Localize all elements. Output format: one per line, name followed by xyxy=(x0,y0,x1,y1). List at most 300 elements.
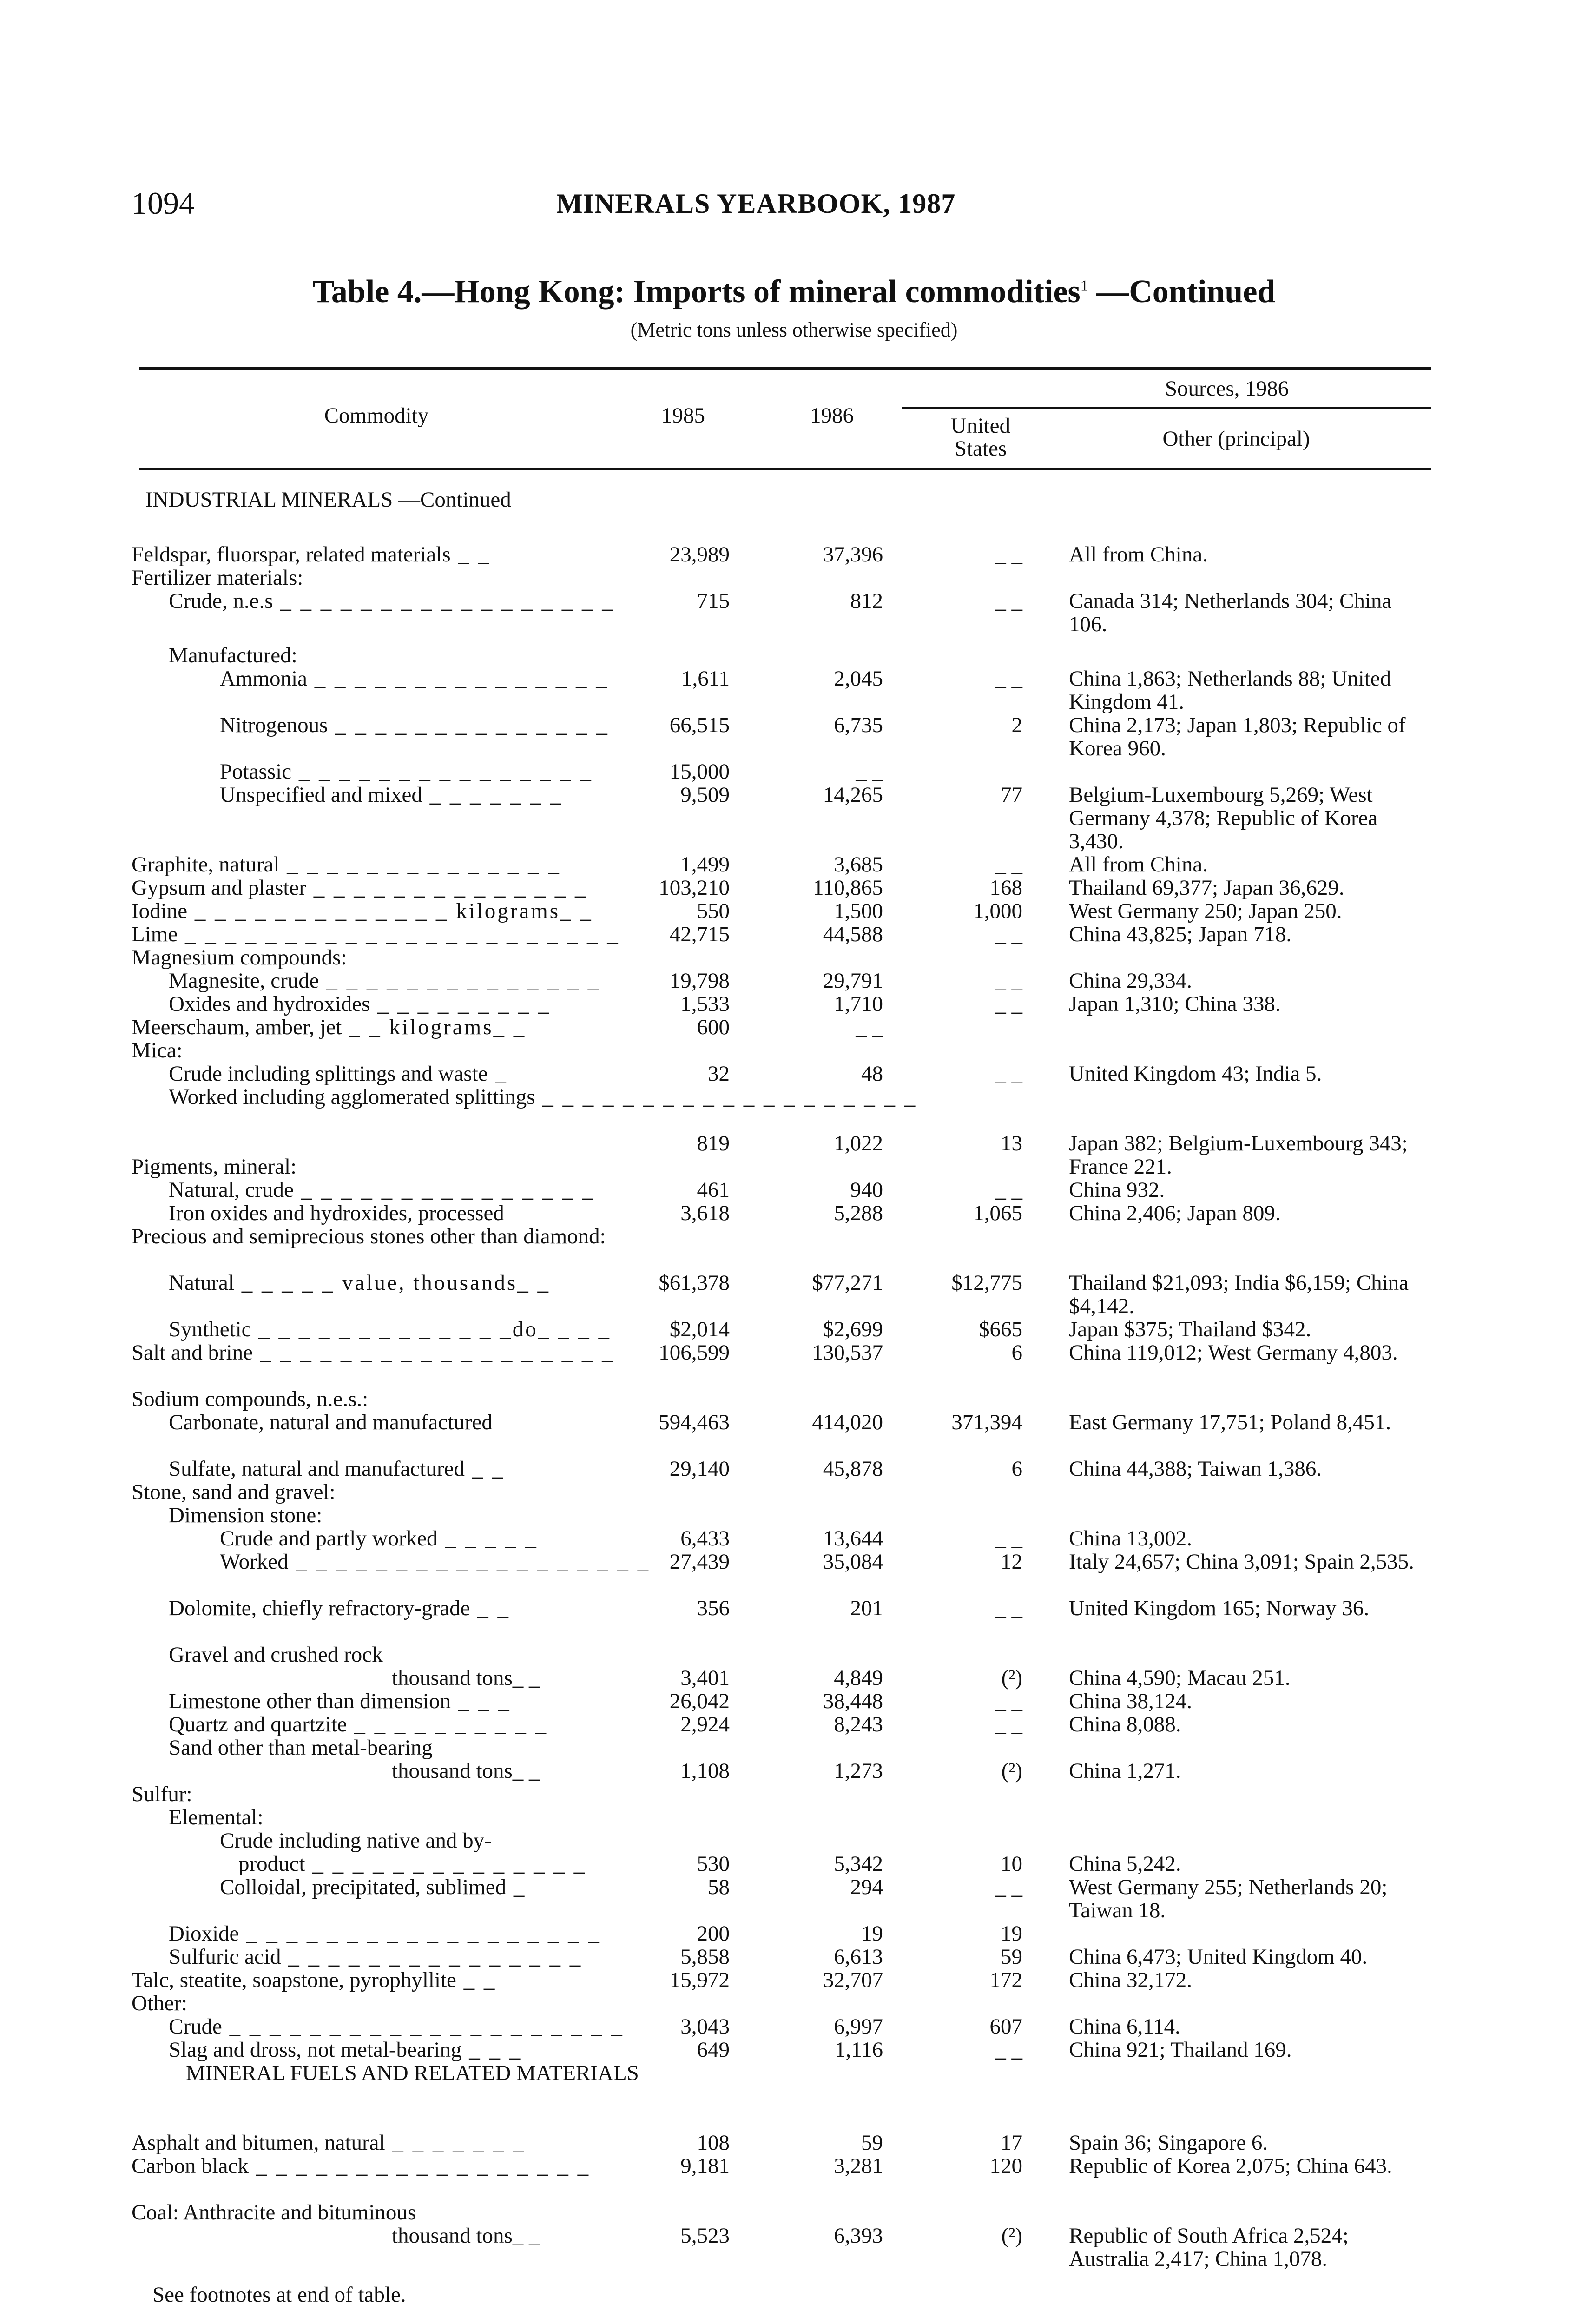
value-united-states: 2 xyxy=(1011,713,1022,737)
value-1985: $61,378 xyxy=(659,1271,730,1295)
leader-dots: _ _ _ _ _ value, thousands_ _ xyxy=(234,1271,550,1295)
value-united-states: _ _ xyxy=(995,1526,1022,1551)
value-1986: 44,588 xyxy=(823,922,883,946)
value-united-states: _ _ xyxy=(995,1596,1022,1620)
commodity-label: Sulfuric acid xyxy=(169,1945,281,1969)
leader-dots: _ _ _ _ _ _ _ _ _ _ _ _ _do_ _ _ _ xyxy=(251,1317,612,1341)
table-title xyxy=(0,273,1588,310)
commodity-label: Dimension stone: xyxy=(169,1503,323,1527)
value-united-states: _ _ xyxy=(995,992,1022,1016)
value-1986: 812 xyxy=(850,589,883,613)
commodity-name xyxy=(132,1016,526,1039)
value-1985: 23,989 xyxy=(669,542,730,567)
commodity-label: Carbonate, natural and manufactured xyxy=(169,1410,493,1434)
commodity-name xyxy=(169,1202,633,1225)
commodity-label: Asphalt and bitumen, natural xyxy=(132,2131,385,2155)
commodity-label: Colloidal, precipitated, sublimed xyxy=(220,1875,507,1899)
value-united-states: 1,000 xyxy=(973,899,1022,923)
table-title-text: Table 4.—Hong Kong: Imports of mineral commodities xyxy=(312,274,1081,310)
value-united-states: _ _ xyxy=(995,1689,1022,1713)
leader-dots: _ _ _ _ _ _ _ _ _ _ _ _ _ _ _ xyxy=(307,667,609,691)
commodity-name xyxy=(169,969,600,992)
other-sources: Japan 382; Belgium-Luxembourg 343; France 221. xyxy=(1069,1131,1408,1179)
commodity-name xyxy=(169,2015,624,2038)
commodity-label: Sodium compounds, n.e.s.: xyxy=(132,1387,369,1411)
commodity-name xyxy=(169,644,297,667)
value-1986: 294 xyxy=(850,1875,883,1899)
value-united-states: (²) xyxy=(1001,1666,1022,1690)
value-1985: 600 xyxy=(697,1015,730,1039)
leader-dots: _ _ xyxy=(470,1596,511,1620)
commodity-label: Ammonia xyxy=(220,667,307,691)
value-1985: 3,618 xyxy=(680,1201,730,1225)
value-united-states: 168 xyxy=(989,876,1022,900)
value-1985: 1,108 xyxy=(680,1759,730,1783)
other-sources: All from China. xyxy=(1069,852,1208,877)
value-1985: 32 xyxy=(708,1062,730,1086)
value-1986: 1,022 xyxy=(834,1131,883,1155)
value-1986: 29,791 xyxy=(823,969,883,993)
leader-dots: _ xyxy=(488,1062,508,1086)
commodity-label: Magnesium compounds: xyxy=(132,945,347,970)
other-sources: Italy 24,657; China 3,091; Spain 2,535. xyxy=(1069,1550,1414,1574)
value-1985: 66,515 xyxy=(669,713,730,737)
commodity-name xyxy=(132,543,491,566)
value-united-states: _ _ xyxy=(995,922,1022,946)
other-sources: China 1,863; Netherlands 88; United Kingdom 41. xyxy=(1069,667,1391,714)
commodity-name xyxy=(145,488,511,511)
other-sources: Thailand 69,377; Japan 36,629. xyxy=(1069,876,1344,900)
leader-dots: _ _ _ _ _ _ _ _ _ _ _ _ _ _ _ xyxy=(291,759,593,784)
value-1986: 6,393 xyxy=(834,2224,883,2248)
commodity-name xyxy=(132,1992,187,2015)
leader-dots: _ _ _ _ _ _ _ _ _ _ _ _ _ _ _ _ _ _ xyxy=(253,1340,615,1365)
value-1985: 108 xyxy=(697,2131,730,2155)
value-1985: 715 xyxy=(697,589,730,613)
commodity-label: Pigments, mineral: xyxy=(132,1155,297,1179)
leader-dots: _ _ _ _ _ _ _ _ _ _ _ _ _ _ _ _ _ _ _ xyxy=(535,1085,917,1109)
value-united-states: _ _ xyxy=(995,589,1022,613)
commodity-name xyxy=(169,589,615,613)
commodity-label: Carbon black xyxy=(132,2154,249,2178)
value-1986: 2,045 xyxy=(834,667,883,691)
leader-dots: _ _ _ _ _ _ _ _ _ _ xyxy=(347,1712,548,1736)
commodity-name xyxy=(132,1341,615,1364)
value-1985: 9,181 xyxy=(680,2154,730,2178)
other-sources: Japan $375; Thailand $342. xyxy=(1069,1317,1311,1341)
commodity-name xyxy=(169,1597,510,1620)
other-sources: China 932. xyxy=(1069,1178,1165,1202)
commodity-label: Feldspar, fluorspar, related materials xyxy=(132,542,451,567)
value-1986: 201 xyxy=(850,1596,883,1620)
value-1986: 13,644 xyxy=(823,1526,883,1551)
value-1986: 5,342 xyxy=(834,1852,883,1876)
other-sources: China 6,473; United Kingdom 40. xyxy=(1069,1945,1368,1969)
value-1986: 3,685 xyxy=(834,852,883,877)
value-1985: 550 xyxy=(697,899,730,923)
value-1986: _ _ xyxy=(856,1015,883,1039)
value-united-states: 6 xyxy=(1011,1457,1022,1481)
commodity-label: Natural xyxy=(169,1271,234,1295)
commodity-name xyxy=(132,1155,297,1178)
value-1986: 8,243 xyxy=(834,1712,883,1736)
commodity-name xyxy=(169,1504,322,1527)
commodity-label: Dolomite, chiefly refractory-grade xyxy=(169,1596,470,1620)
commodity-label: product xyxy=(238,1852,305,1876)
commodity-label: Crude xyxy=(169,2014,222,2039)
table-title-suffix: —Continued xyxy=(1088,274,1276,310)
value-united-states: 59 xyxy=(1001,1945,1022,1969)
commodity-name xyxy=(169,1457,505,1480)
value-1986: 4,849 xyxy=(834,1666,883,1690)
other-sources: United Kingdom 165; Norway 36. xyxy=(1069,1596,1370,1620)
value-1986: 6,613 xyxy=(834,1945,883,1969)
commodity-name xyxy=(132,1480,336,1504)
sources-rule xyxy=(902,407,1431,409)
commodity-label: Manufactured: xyxy=(169,643,297,667)
leader-dots: _ _ _ _ _ _ _ _ _ _ _ _ _ _ _ _ _ _ xyxy=(239,1921,601,1946)
leader-dots: _ _ _ _ _ _ _ _ _ xyxy=(370,992,551,1016)
leader-dots: _ _ _ _ _ _ _ _ _ _ _ _ _ _ _ xyxy=(281,1945,583,1969)
header-united-states: United States xyxy=(951,414,1010,461)
value-1986: 35,084 xyxy=(823,1550,883,1574)
commodity-name xyxy=(132,1224,606,1248)
other-sources: All from China. xyxy=(1069,542,1208,567)
leader-dots: _ _ _ xyxy=(461,2038,522,2062)
value-1985: 29,140 xyxy=(669,1457,730,1481)
leader-dots: _ _ xyxy=(450,542,491,567)
value-1985: $2,014 xyxy=(669,1317,730,1341)
other-sources: China 43,825; Japan 718. xyxy=(1069,922,1292,946)
other-sources: China 38,124. xyxy=(1069,1689,1193,1713)
commodity-label: Sand other than metal-bearing xyxy=(169,1736,433,1760)
leader-dots: _ _ _ _ _ _ _ _ _ _ _ _ _ _ _ _ _ _ xyxy=(288,1550,651,1574)
commodity-label: Salt and brine xyxy=(132,1340,253,1365)
value-united-states: _ _ xyxy=(995,542,1022,567)
value-united-states: $665 xyxy=(979,1317,1022,1341)
other-sources: West Germany 250; Japan 250. xyxy=(1069,899,1342,923)
value-united-states: _ _ xyxy=(995,969,1022,993)
value-1986: 1,710 xyxy=(834,992,883,1016)
value-united-states: _ _ xyxy=(995,1062,1022,1086)
commodity-name xyxy=(220,667,609,690)
other-sources: Japan 1,310; China 338. xyxy=(1069,992,1281,1016)
value-1986: 1,273 xyxy=(834,1759,883,1783)
commodity-name xyxy=(132,1968,496,1992)
commodity-name xyxy=(220,760,593,783)
value-1986: 110,865 xyxy=(812,876,883,900)
commodity-label: Iodine xyxy=(132,899,188,923)
commodity-name xyxy=(169,2038,522,2061)
commodity-name xyxy=(132,946,347,969)
value-1986: 1,500 xyxy=(834,899,883,923)
commodity-name xyxy=(169,1318,611,1341)
value-1986: 940 xyxy=(850,1178,883,1202)
commodity-name xyxy=(169,1271,550,1294)
value-1985: 5,858 xyxy=(680,1945,730,1969)
commodity-name xyxy=(220,783,563,806)
commodity-label: Stone, sand and gravel: xyxy=(132,1480,336,1504)
value-1985: 200 xyxy=(697,1921,730,1946)
commodity-name xyxy=(169,992,551,1016)
commodity-label: Worked including agglomerated splittings xyxy=(169,1085,535,1109)
value-1985: 19,798 xyxy=(669,969,730,993)
value-1986: 1,116 xyxy=(834,2038,883,2062)
value-1986: 6,997 xyxy=(834,2014,883,2039)
value-1986: 32,707 xyxy=(823,1968,883,1992)
leader-dots: _ _ _ _ _ _ _ _ _ _ _ _ _ _ _ xyxy=(293,1178,595,1202)
other-sources: China 4,590; Macau 251. xyxy=(1069,1666,1291,1690)
commodity-label: thousand tons_ _ xyxy=(392,1759,540,1783)
value-1985: 6,433 xyxy=(680,1526,730,1551)
value-united-states: 17 xyxy=(1001,2131,1022,2155)
other-sources: China 921; Thailand 169. xyxy=(1069,2038,1292,2062)
header-bottom-rule xyxy=(139,468,1431,470)
other-sources: Republic of Korea 2,075; China 643. xyxy=(1069,2154,1392,2178)
value-united-states: 607 xyxy=(989,2014,1022,2039)
other-sources: China 29,334. xyxy=(1069,969,1193,993)
commodity-name xyxy=(220,1550,650,1573)
commodity-label: Gypsum and plaster xyxy=(132,876,306,900)
other-sources: Thailand $21,093; India $6,159; China $4,142. xyxy=(1069,1271,1409,1318)
commodity-label: Unspecified and mixed xyxy=(220,783,422,807)
commodity-label: Slag and dross, not metal-bearing xyxy=(169,2038,462,2062)
leader-dots: _ _ _ _ _ _ _ _ _ _ _ _ _ _ xyxy=(306,876,588,900)
commodity-label: Gravel and crushed rock xyxy=(169,1643,383,1667)
value-united-states: 13 xyxy=(1001,1131,1022,1155)
value-1985: 103,210 xyxy=(659,876,730,900)
leader-dots: _ _ _ _ _ _ _ _ _ _ _ _ _ _ xyxy=(305,1852,587,1876)
section-heading xyxy=(186,2061,639,2085)
value-1986: $2,699 xyxy=(823,1317,883,1341)
leader-dots: _ _ _ _ _ _ _ xyxy=(422,783,563,807)
header-1985: 1985 xyxy=(661,403,705,428)
leader-dots: _ _ _ _ _ xyxy=(437,1526,538,1551)
commodity-label: Crude and partly worked xyxy=(220,1526,438,1551)
commodity-label: Worked xyxy=(220,1550,289,1574)
commodity-label: Mica: xyxy=(132,1038,183,1063)
other-sources: China 32,172. xyxy=(1069,1968,1193,1992)
value-1985: 1,499 xyxy=(680,852,730,877)
other-sources: China 8,088. xyxy=(1069,1712,1181,1736)
leader-dots: _ _ _ _ _ _ _ xyxy=(385,2131,526,2155)
value-united-states: _ _ xyxy=(995,1712,1022,1736)
other-sources: China 2,173; Japan 1,803; Republic of Korea 960. xyxy=(1069,713,1406,760)
other-sources: Spain 36; Singapore 6. xyxy=(1069,2131,1268,2155)
leader-dots: _ _ _ _ _ _ _ _ _ _ _ _ _ _ _ _ _ _ _ _ xyxy=(222,2014,624,2039)
value-united-states: _ _ xyxy=(995,1875,1022,1899)
value-1986: 19 xyxy=(861,1921,883,1946)
commodity-label: Sulfate, natural and manufactured xyxy=(169,1457,465,1481)
header-top-rule xyxy=(139,367,1431,370)
commodity-name xyxy=(132,1039,183,1062)
value-united-states: (²) xyxy=(1001,1759,1022,1783)
leader-dots: _ _ _ _ _ _ _ _ _ _ _ _ _ _ _ _ _ xyxy=(273,589,615,613)
commodity-label: INDUSTRIAL MINERALS —Continued xyxy=(145,488,511,512)
commodity-name xyxy=(169,1690,511,1713)
other-sources: China 2,406; Japan 809. xyxy=(1069,1201,1281,1225)
value-united-states: 77 xyxy=(1001,783,1022,807)
value-1985: 106,599 xyxy=(659,1340,730,1365)
commodity-label: Natural, crude xyxy=(169,1178,294,1202)
value-1985: 42,715 xyxy=(669,922,730,946)
commodity-name xyxy=(132,923,620,946)
commodity-label: Crude including native and by- xyxy=(220,1829,492,1853)
value-1986: 38,448 xyxy=(823,1689,883,1713)
value-1985: 58 xyxy=(708,1875,730,1899)
commodity-label: Coal: Anthracite and bituminous xyxy=(132,2200,416,2225)
commodity-label: Dioxide xyxy=(169,1921,239,1946)
commodity-name xyxy=(169,1736,433,1759)
other-sources: China 5,242. xyxy=(1069,1852,1181,1876)
value-united-states: (²) xyxy=(1001,2224,1022,2248)
commodity-label: thousand tons_ _ xyxy=(392,1666,540,1690)
commodity-label: Oxides and hydroxides xyxy=(169,992,370,1016)
commodity-label: MINERAL FUELS AND RELATED MATERIALS xyxy=(186,2061,639,2085)
commodity-label: Fertilizer materials: xyxy=(132,566,303,590)
commodity-name xyxy=(220,1875,526,1899)
table-subtitle: (Metric tons unless otherwise specified) xyxy=(630,318,958,341)
value-1986: 14,265 xyxy=(823,783,883,807)
value-united-states: $12,775 xyxy=(951,1271,1022,1295)
leader-dots: _ _ _ xyxy=(450,1689,511,1713)
commodity-name xyxy=(392,2224,540,2247)
value-1986: 414,020 xyxy=(812,1410,883,1434)
leader-dots: _ _ _ _ _ _ _ _ _ _ _ _ _ _ _ _ _ _ _ _ _ _ xyxy=(178,922,620,946)
header-other-principal: Other (principal) xyxy=(1162,427,1310,451)
value-united-states: _ _ xyxy=(995,1178,1022,1202)
commodity-name xyxy=(132,899,593,923)
commodity-label: Synthetic xyxy=(169,1317,251,1341)
other-sources: Canada 314; Netherlands 304; China 106. xyxy=(1069,589,1392,636)
commodity-name xyxy=(220,1527,538,1550)
leader-dots: _ _ xyxy=(464,1457,505,1481)
table-title-footnote-mark: 1 xyxy=(1080,277,1088,295)
commodity-label: Elemental: xyxy=(169,1805,264,1829)
value-1985: 356 xyxy=(697,1596,730,1620)
commodity-name xyxy=(132,2131,526,2154)
value-united-states: _ _ xyxy=(995,2038,1022,2062)
leader-dots: _ _ _ _ _ _ _ _ _ _ _ _ _ _ xyxy=(319,969,601,993)
value-1985: 530 xyxy=(697,1852,730,1876)
commodity-name xyxy=(132,853,561,876)
value-1985: 26,042 xyxy=(669,1689,730,1713)
value-1985: 819 xyxy=(697,1131,730,1155)
commodity-label: Graphite, natural xyxy=(132,852,280,877)
commodity-label: Iron oxides and hydroxides, processed xyxy=(169,1201,504,1225)
commodity-label: Lime xyxy=(132,922,178,946)
value-1986: 6,735 xyxy=(834,713,883,737)
other-sources: East Germany 17,751; Poland 8,451. xyxy=(1069,1410,1391,1434)
footnote: See footnotes at end of table. xyxy=(152,2283,406,2307)
commodity-name xyxy=(169,1643,383,1666)
value-united-states: 120 xyxy=(989,2154,1022,2178)
value-1985: 3,043 xyxy=(680,2014,730,2039)
commodity-name xyxy=(169,1806,264,1829)
commodity-name xyxy=(132,566,303,589)
commodity-label: Limestone other than dimension xyxy=(169,1689,451,1713)
value-1986: 45,878 xyxy=(823,1457,883,1481)
other-sources: Republic of South Africa 2,524; Australia 2,417; China 1,078. xyxy=(1069,2224,1349,2271)
commodity-label: Nitrogenous xyxy=(220,713,328,737)
header-1986: 1986 xyxy=(810,403,854,428)
commodity-name xyxy=(132,876,587,899)
value-1985: 27,439 xyxy=(669,1550,730,1574)
other-sources: China 1,271. xyxy=(1069,1759,1181,1783)
commodity-label: Talc, steatite, soapstone, pyrophyllite xyxy=(132,1968,456,1992)
value-united-states: 371,394 xyxy=(951,1410,1022,1434)
value-united-states: 19 xyxy=(1001,1921,1022,1946)
commodity-name xyxy=(169,1411,633,1434)
value-united-states: 10 xyxy=(1001,1852,1022,1876)
other-sources: Belgium-Luxembourg 5,269; West Germany 4,378; Republic of Korea 3,430. xyxy=(1069,783,1378,853)
page-number: 1094 xyxy=(132,185,195,221)
leader-dots: _ _ _ _ _ _ _ _ _ _ _ _ _ _ xyxy=(279,852,561,877)
value-1985: 5,523 xyxy=(680,2224,730,2248)
value-1985: 649 xyxy=(697,2038,730,2062)
value-1985: 9,509 xyxy=(680,783,730,807)
header-commodity: Commodity xyxy=(324,403,429,428)
value-1985: 594,463 xyxy=(659,1410,730,1434)
value-united-states: 172 xyxy=(989,1968,1022,1992)
leader-dots: _ xyxy=(506,1875,527,1899)
value-united-states: 6 xyxy=(1011,1340,1022,1365)
value-1985: 1,533 xyxy=(680,992,730,1016)
other-sources: China 13,002. xyxy=(1069,1526,1193,1551)
commodity-name xyxy=(132,2154,590,2178)
value-1985: 2,924 xyxy=(680,1712,730,1736)
value-1985: 1,611 xyxy=(681,667,730,691)
leader-dots: _ _ _ _ _ _ _ _ _ _ _ _ _ _ xyxy=(328,713,609,737)
commodity-label: Sulfur: xyxy=(132,1782,192,1806)
value-united-states: 1,065 xyxy=(973,1201,1022,1225)
commodity-label: Magnesite, crude xyxy=(169,969,319,993)
value-1986: 59 xyxy=(861,2131,883,2155)
running-title: MINERALS YEARBOOK, 1987 xyxy=(556,188,956,219)
other-sources: United Kingdom 43; India 5. xyxy=(1069,1062,1322,1086)
commodity-label: Crude, n.e.s xyxy=(169,589,273,613)
commodity-name xyxy=(392,1759,540,1783)
value-1986: 5,288 xyxy=(834,1201,883,1225)
commodity-label: Precious and semiprecious stones other than diamond: xyxy=(132,1224,606,1248)
leader-dots: _ _ xyxy=(456,1968,497,1992)
commodity-label: Potassic xyxy=(220,759,292,784)
leader-dots: _ _ kilograms_ _ xyxy=(342,1015,527,1039)
commodity-name xyxy=(392,1666,540,1690)
other-sources: China 44,388; Taiwan 1,386. xyxy=(1069,1457,1322,1481)
value-1986: 3,281 xyxy=(834,2154,883,2178)
commodity-name xyxy=(238,1852,586,1875)
value-1985: 15,000 xyxy=(669,759,730,784)
value-united-states: 12 xyxy=(1001,1550,1022,1574)
commodity-name xyxy=(132,2201,416,2224)
commodity-name xyxy=(220,1829,492,1852)
other-sources: China 119,012; West Germany 4,803. xyxy=(1069,1340,1398,1365)
other-sources: China 6,114. xyxy=(1069,2014,1180,2039)
commodity-label: Crude including splittings and waste xyxy=(169,1062,488,1086)
value-1986: _ _ xyxy=(856,759,883,784)
other-sources: West Germany 255; Netherlands 20; Taiwan 18. xyxy=(1069,1875,1388,1922)
value-united-states: _ _ xyxy=(995,667,1022,691)
commodity-label: Meerschaum, amber, jet xyxy=(132,1015,342,1039)
commodity-name xyxy=(169,1062,508,1085)
commodity-name xyxy=(220,713,609,737)
commodity-name xyxy=(169,1085,917,1109)
value-1985: 461 xyxy=(697,1178,730,1202)
commodity-name xyxy=(169,1178,595,1202)
value-1986: 37,396 xyxy=(823,542,883,567)
header-sources: Sources, 1986 xyxy=(1165,376,1289,401)
